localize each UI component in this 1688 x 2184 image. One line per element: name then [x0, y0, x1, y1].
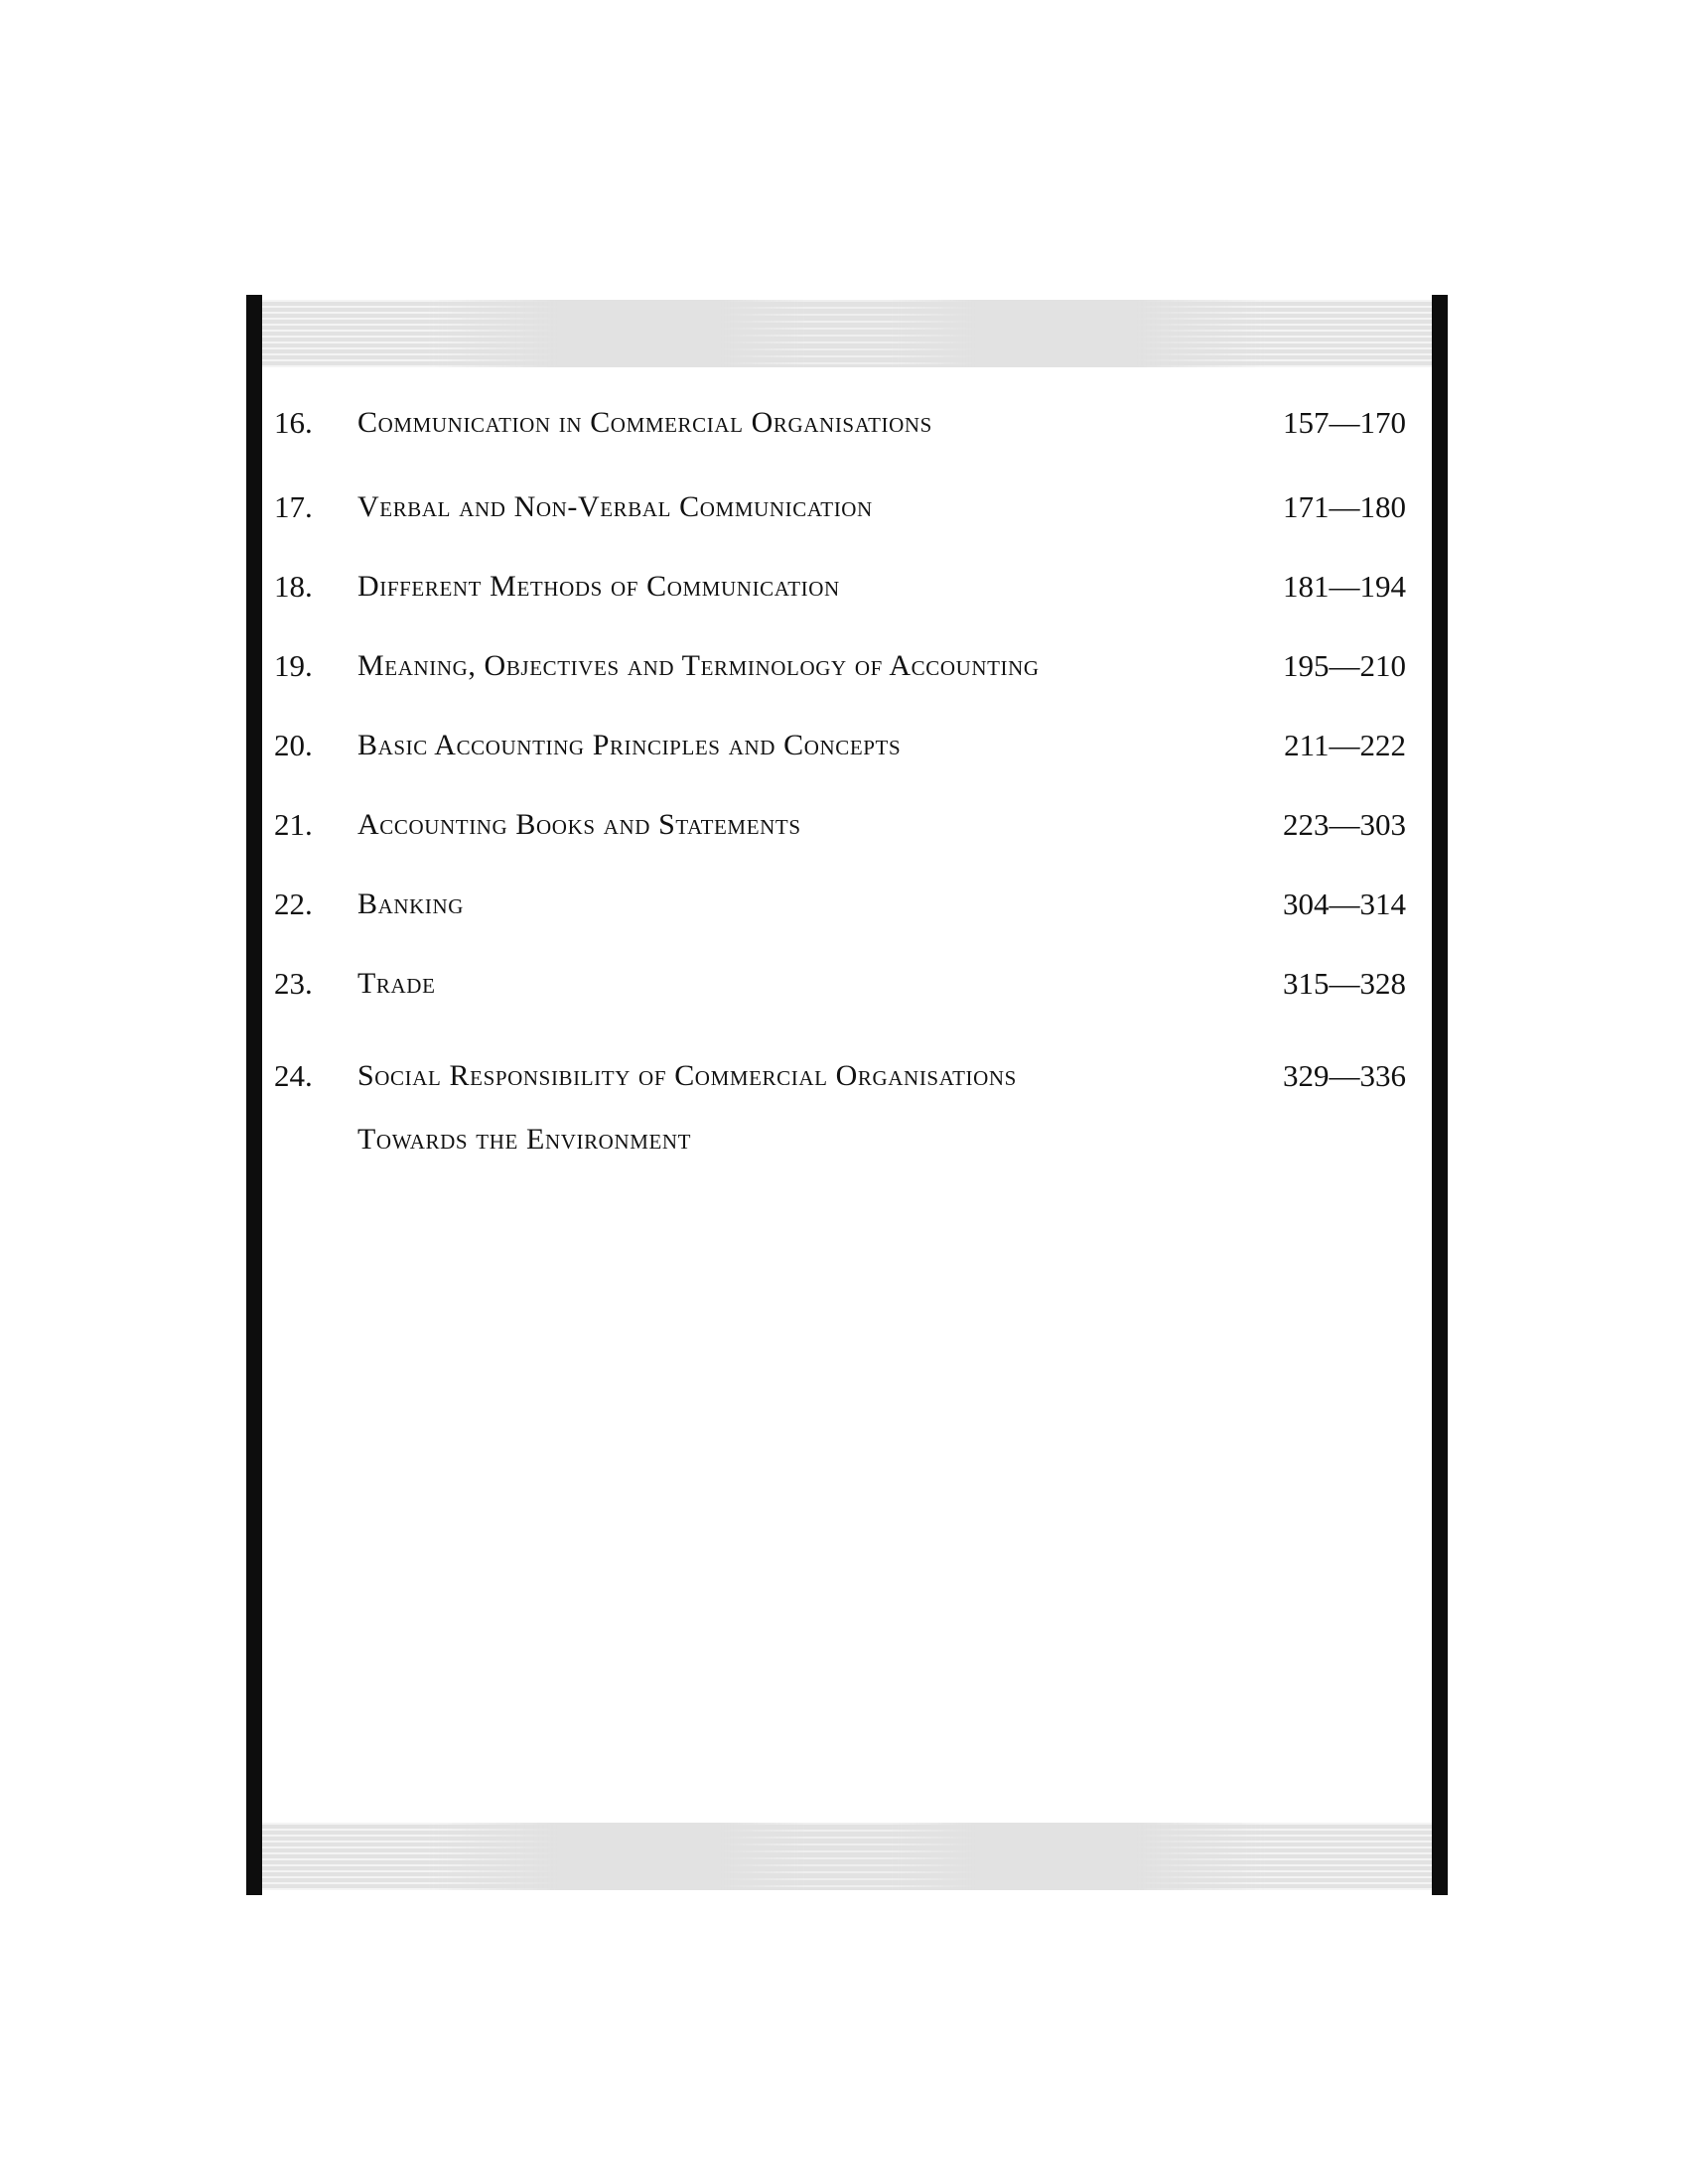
toc-entry[interactable]	[274, 726, 1406, 795]
chapter-title[interactable]: Basic Accounting Principles and Concepts	[357, 729, 902, 761]
page-range: 181—194	[1283, 569, 1406, 604]
chapter-number: 16.	[274, 405, 313, 440]
toc-entry[interactable]	[274, 1056, 1406, 1175]
chapter-number: 18.	[274, 569, 313, 604]
toc-entry[interactable]	[274, 646, 1406, 716]
chapter-number: 19.	[274, 648, 313, 683]
toc-entry[interactable]	[274, 403, 1406, 473]
left-border-bar	[246, 295, 262, 1895]
chapter-title[interactable]: Verbal and Non-Verbal Communication	[357, 490, 873, 523]
page-range: 304—314	[1283, 887, 1406, 921]
chapter-number: 24.	[274, 1058, 313, 1093]
page-range: 171—180	[1283, 489, 1406, 524]
chapter-title[interactable]: Trade	[357, 967, 436, 1000]
chapter-title[interactable]: Social Responsibility of Commercial Organisations	[357, 1059, 1017, 1092]
toc-entry[interactable]	[274, 567, 1406, 636]
chapter-number: 17.	[274, 489, 313, 524]
chapter-title[interactable]: Banking	[357, 887, 465, 920]
page-range: 223—303	[1283, 807, 1406, 842]
page-range: 315—328	[1283, 966, 1406, 1001]
page-range: 211—222	[1284, 728, 1406, 762]
chapter-number: 22.	[274, 887, 313, 921]
chapter-title[interactable]: Different Methods of Communication	[357, 570, 840, 603]
chapter-number: 21.	[274, 807, 313, 842]
page-range: 195—210	[1283, 648, 1406, 683]
toc-entry[interactable]	[274, 885, 1406, 954]
bottom-decorative-band	[262, 1823, 1432, 1890]
right-border-bar	[1432, 295, 1448, 1895]
chapter-number: 23.	[274, 966, 313, 1001]
toc-entry[interactable]	[274, 964, 1406, 1033]
chapter-number: 20.	[274, 728, 313, 762]
chapter-title-continuation[interactable]: Towards the Environment	[357, 1123, 692, 1156]
chapter-title[interactable]: Communication in Commercial Organisations	[357, 406, 932, 439]
page-range: 157—170	[1283, 405, 1406, 440]
chapter-title[interactable]: Meaning, Objectives and Terminology of Accounting	[357, 649, 1040, 682]
top-decorative-band	[262, 300, 1432, 367]
toc-frame	[246, 295, 1448, 1895]
toc-entry[interactable]	[274, 805, 1406, 875]
toc-entry[interactable]	[274, 487, 1406, 557]
chapter-title[interactable]: Accounting Books and Statements	[357, 808, 801, 841]
page-range: 329—336	[1283, 1058, 1406, 1093]
